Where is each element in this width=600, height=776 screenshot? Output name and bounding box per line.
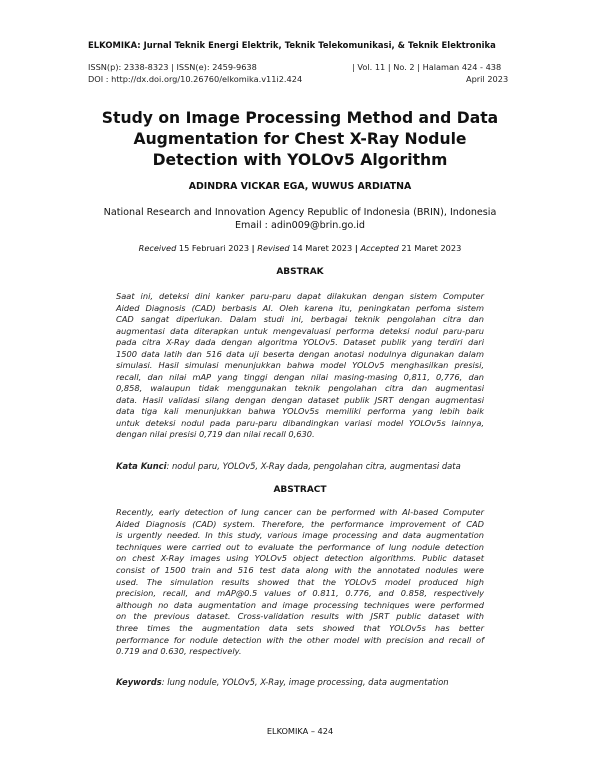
accepted-date: 21 Maret 2023 (398, 243, 462, 253)
abstract-line: used. The simulation results showed that the YOLOv5 model produced high (116, 576, 484, 587)
abstract-line: Aided Diagnosis (CAD) berbasis AI. Oleh karena itu, peningkatan perfoma sistem (116, 302, 484, 313)
abstract-line: untuk deteksi nodul pada paru-paru dibandingkan variasi model YOLOv5s lainnya, (116, 417, 484, 428)
page-footer: ELKOMIKA – 424 (266, 726, 334, 736)
abstract-line: data. Hasil validasi silang dengan dengan dataset publik JSRT dengan augmentasi (116, 394, 484, 405)
affiliation: National Research and Innovation Agency Republic of Indonesia (BRIN), Indonesia (103, 207, 497, 218)
abstract-line: pada citra X-Ray dada dengan algoritma YOLOv5. Dataset publik yang terdiri dari (116, 337, 484, 347)
abstract-line: recall, dan nilai mAP yang tinggi dengan nilai masing-masing 0,811, 0,776, dan (116, 371, 484, 382)
date-separator: | (354, 243, 358, 253)
revised-label: Revised (257, 243, 290, 253)
date-separator: | (251, 243, 255, 253)
received-date: 15 Februari 2023 (176, 243, 252, 253)
revised-date: 14 Maret 2023 (289, 243, 355, 253)
paper-title (60, 108, 540, 171)
abstract-line: CAD sangat diperlukan. Dalam studi ini, berbagai teknik pengolahan citra dan (116, 314, 484, 324)
kata-kunci (116, 461, 496, 471)
abstract-line: Recently, early detection of lung cancer can be performed with AI-based Computer (116, 507, 484, 517)
abstract-line: data tiga kali menunjukkan bahwa YOLOv5s memiliki performa yang lebih baik (116, 406, 484, 416)
email: Email : adin009@brin.go.id (235, 220, 365, 231)
issue-date: April 2023 (466, 74, 509, 84)
abstract-line: consist of 1500 train and 516 test data along with the annotated nodules were (116, 564, 484, 575)
received-label: Received (138, 243, 177, 253)
kata-kunci-label: Kata Kunci (116, 461, 167, 471)
volume-line: | Vol. 11 | No. 2 | Halaman 424 - 438 (352, 62, 502, 72)
doi-line: DOI : http://dx.doi.org/10.26760/elkomika.v11i2.424 (88, 74, 303, 84)
kata-kunci-list: : nodul paru, YOLOv5, X-Ray dada, pengolahan citra, augmentasi data (166, 461, 461, 471)
abstract-heading: ABSTRACT (273, 485, 327, 495)
submission-dates (60, 243, 540, 253)
abstract-line: dengan nilai presisi 0,719 dan nilai recall 0,630. (116, 429, 315, 439)
abstract-line: 0,858, walaupun tidak menggunakan teknik pengolahan citra dan augmentasi (116, 383, 484, 393)
abstract-body (116, 507, 484, 658)
title-line: Augmentation for Chest X-Ray Nodule (133, 130, 467, 148)
abstract-line: 0.719 and 0.630, respectively. (116, 646, 242, 657)
abstract-line: on the previous dataset. Cross-validation results with JSRT public dataset with (116, 611, 484, 622)
abstract-line: on chest X-Ray images using YOLOv5 object detection algorithms. Public dataset (116, 553, 484, 564)
title-line: Detection with YOLOv5 Algorithm (152, 151, 448, 169)
abstract-line: Aided Diagnosis (CAD) system. Therefore, the performance improvement of CAD (116, 518, 484, 529)
journal-name: ELKOMIKA: Jurnal Teknik Energi Elektrik, Teknik Telekomunikasi, & Teknik Elektronika (88, 40, 496, 50)
abstract-line: simulasi. Hasil simulasi menunjukkan bahwa model YOLOv5 menghasilkan presisi, (116, 360, 484, 370)
authors: ADINDRA VICKAR EGA, WUWUS ARDIATNA (188, 181, 412, 192)
keywords-label: Keywords (116, 677, 162, 687)
abstrak-body (116, 291, 484, 441)
abstract-line: is urgently needed. In this study, various image processing and data augmentation (116, 530, 484, 541)
issn-line: ISSN(p): 2338-8323 | ISSN(e): 2459-9638 (88, 62, 257, 72)
abstract-line: Saat ini, deteksi dini kanker paru-paru dapat dilakukan dengan sistem Computer (116, 291, 484, 301)
abstract-line: three times the augmentation data sets showed that YOLOv5s has better (116, 622, 484, 633)
abstract-line: techniques were carried out to evaluate the performance of lung nodule detection (116, 541, 484, 552)
abstract-line: performance for nodule detection with the other model with precision and recall of (116, 634, 484, 645)
abstract-line: although no data augmentation and image processing techniques were performed (116, 599, 484, 610)
keywords (116, 677, 496, 687)
keywords-list: : lung nodule, YOLOv5, X-Ray, image processing, data augmentation (161, 677, 449, 687)
abstract-line: augmentasi data diterapkan untuk mengevaluasi performa deteksi nodul paru-paru (116, 325, 484, 336)
title-line: Study on Image Processing Method and Data (101, 109, 499, 127)
abstrak-heading: ABSTRAK (276, 267, 324, 277)
affiliation-block (60, 206, 540, 232)
abstract-line: 1500 data latih dan 516 data uji beserta dengan anotasi nodulnya digunakan dalam (116, 348, 484, 359)
abstract-line: precision, recall, and mAP@0.5 values of 0.811, 0.776, and 0.858, respectively (116, 588, 484, 599)
accepted-label: Accepted (360, 243, 399, 253)
